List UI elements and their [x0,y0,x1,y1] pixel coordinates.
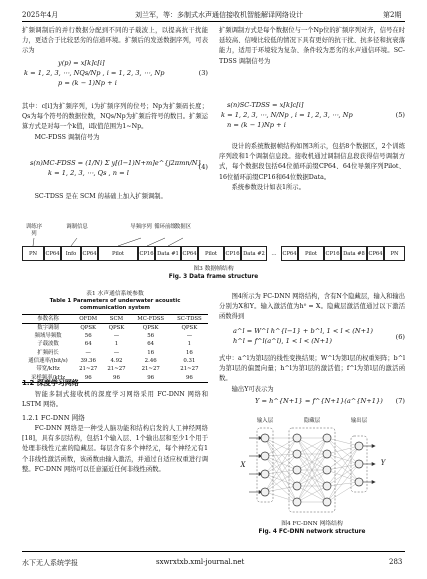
paragraph: 智能多制式接收机的深度学习网络采用 FC-DNN 网络和 LSTM 网络。 [22,391,208,409]
table-cell: QPSK [108,324,125,331]
frame-block: Data #2 [241,246,267,261]
neuron [293,450,301,458]
subsection-heading: 1.2.1 FC-DNN 网络 [22,414,85,422]
neuron [323,482,331,490]
output-layer-neurons [355,442,363,486]
neuron [261,452,269,460]
equation-line: k = 1, 2, 3, ⋯, Qs , n = l [48,169,129,177]
table-header-cell: 参数名称 [22,315,74,324]
equation-5 [219,100,405,140]
frame-block: CP64 [81,246,98,261]
table-cell: QPSK [181,324,198,331]
label-leader-lines [22,224,405,246]
label-pilot-sequence: 导频序列 [130,224,152,230]
footer-journal-name: 水下无人系统学报 [22,559,78,567]
right-column-fcdnn-text [219,292,405,323]
section-1-2-text [22,390,208,410]
paragraph: 其中：c[i]为扩频序列，i为扩频序列的位号；Np为扩频码长度；Qs为每个符号的数据位数，NQs/Np为扩频后符号的数目。扩频运算方式是对每一个k值，i取值范围为1~Np。 [22,103,208,131]
frame-block: CP16 [224,246,241,261]
running-header-left: 2025年4月 [22,11,59,19]
left-column-top [22,26,208,57]
equation-number: (5) [395,111,405,119]
paragraph: 系统参数设计如表1所示。 [231,183,305,191]
section-heading: 1.2 深度学习网络 [22,379,79,387]
paragraph: 输出Y可表示为 [231,385,274,393]
input-layer-label: 输入层 [256,418,274,424]
frame-block: PN [22,246,44,261]
table-row [22,333,208,341]
table-cell: 子载波数 [37,341,59,348]
page-number: 283 [389,558,403,566]
right-column-symbols-text [219,354,405,395]
table-cell: 39.36 [80,358,96,364]
paragraph: 图4所示为 FC-DNN 网络结构，含有N个隐藏层，输入和输出分别为X和Y。输入激活值为h⁰ = X。隐藏层激活值通过以下激活函数得到 [219,293,405,321]
table-row [22,366,208,374]
hidden-layer-label: 隐藏层 [303,418,321,424]
input-arrows [249,437,262,494]
neuron [293,498,301,506]
paragraph: 扩频调制后的并行数据分配到不同的子载波上，以提高抗干扰能力，更适合于比较恶劣的信道环境。扩频后的发送数据序列，可表示为 [22,27,208,55]
equation-line: h^l = f^l(a^l), 1 < l < (N+1) [233,337,332,345]
paragraph: SC-TDSS 是在 SCM 的基础上加入扩频调制。 [34,193,167,200]
table-cell: — [85,349,91,356]
paragraph: 式中：a^l为第l层的线性变换结果；W^l为第l层的权重矩阵；b^l为第l层的偏置向量；h^l为第l层的激活值；f^l为第l层的激活函数。 [219,355,405,383]
neuron [261,434,269,442]
equation-number: (6) [395,333,405,341]
footer-rule [22,551,405,552]
table-cell: 96 [131,374,171,383]
table-header-cell: MC-FDSS [131,315,171,324]
frame-block: PN [384,246,405,261]
neuron [323,450,331,458]
table-cell: 96 [74,374,102,383]
table-cell: — [113,349,120,356]
equation-line: p = (k − 1)Np + i [58,79,117,87]
figure-4-caption-en: Fig. 4 FC-DNN network structure [258,529,366,535]
table-row [22,324,208,333]
frame-block-ellipsis: … [267,246,281,261]
paragraph: FC-DNN 网络是一种受人脑功能和结构启发的人工神经网络[18]，具有多层结构，包括1个输入层、1个输出层和至少1个用于处理非线性元素的隐藏层。每层含有多个神经元，每个神经元有1个非线性激活函数，该函数由输入激活，并通过自适应权重进行调整。FC-DNN 网络可以任意逼近任何非线性函数。 [22,425,208,473]
equation-number: (4) [198,163,208,171]
paragraph: 设计的系统数据帧结构如图3所示，包括8个数据区，2个训练序列段和1个调制信息段。接收机通过调制信息段获得信号调制方式，每个数据段包括64位循环前缀CP64、64位导频序列Pilot、16位循环前缀CP16和64位数据Data。 [219,143,405,181]
figure-4-caption-cn: 图4 FC-DNN 网络结构 [281,521,343,527]
running-header-right: 第2期 [383,11,402,19]
left-column-mid [22,102,208,143]
label-cyclic-prefix: 循环前缀 [154,224,176,230]
paragraph: 扩频调制方式是每个数据位与一个Np位的扩频序列对齐，信号在时延较高、信噪比较低的情况下具有更好的抗干扰、抗多径和抗衰落能力，适用于环境较为复杂、条件较为恶劣的水声通信环境。SC-TDSS 调制信号为 [219,27,405,65]
table-cell: 56 [147,333,155,340]
frame-block: Pilot [98,246,138,261]
equation-6 [219,326,405,352]
table-header-cell: OFDM [74,315,102,324]
neuron [355,460,363,468]
table-header-row [22,315,208,324]
equation-line: Y = h^{N+1} = f^{N+1}(a^{N+1}) [255,397,383,405]
frame-block: CP64 [281,246,298,261]
table-cell: QPSK [142,324,159,331]
frame-block: CP64 [44,246,61,261]
equation-line: a^l = W^l h^{l−1} + b^l, 1 < l < (N+1) [233,327,373,335]
equation-line: s(n)SC-TDSS = x[k]c[i] [227,101,304,109]
neuron [323,466,331,474]
figure-3-frame-structure [22,224,405,280]
table-row [22,349,208,357]
equation-number: (3) [198,69,208,77]
table-cell: 扩频码长 [37,349,59,356]
table-cell: 1 [187,341,192,348]
table-cell: — [113,333,120,340]
footer-website: sxwrxtxb.xml-journal.net [156,558,245,566]
table-cell: QPSK [80,324,97,331]
table-cell: 21~27 [180,366,199,373]
table-row [22,341,208,349]
table-1-block [22,290,208,383]
table-cell: 16 [185,349,193,356]
label-data-area: 数据区 [174,224,192,230]
table-cell: 带宽/kHz [36,366,60,373]
label-training-sequence: 训练序列 [25,224,43,237]
neuron [261,488,269,496]
label-modulation-info: 调制信息 [66,224,88,230]
table-header-cell: SCM [102,315,130,324]
frame-block: CP64 [367,246,384,261]
table-cell: 56 [84,333,92,340]
equation-line: s(n)MC-FDSS = (1/N) Σ y[(l−1)N+m]e^{j2πmn/N} [30,159,202,167]
header-rule [22,21,405,22]
frame-block: Pilot [298,246,324,261]
output-layer-label: 输出层 [350,418,368,424]
table-cell: 4.92 [110,358,123,364]
left-column-sctdss [22,192,208,202]
neuron [261,470,269,478]
neuron [293,434,301,442]
neuron [293,466,301,474]
parameter-table [22,314,208,383]
table-1-caption-en: Table 1 Parameters of underwater acoustic communication system [49,298,181,311]
table-cell: 64 [147,341,155,348]
neuron [355,442,363,450]
figure-3-caption-cn: 图3 数据帧结构 [193,266,234,272]
table-cell: 96 [102,374,130,383]
equation-4 [22,152,208,190]
table-cell: 采样频率/kHz [22,374,74,383]
table-cell: 96 [171,374,208,383]
table-cell: 通信速率/(bit/s) [28,358,68,364]
table-cell: 频域导频数 [34,333,62,340]
equation-3 [22,58,208,100]
paragraph: MC-FDSS 调制信号为 [34,133,100,141]
neuron [293,482,301,490]
output-arrows [363,445,375,484]
equation-line: y(p) = x[k]c[i] [58,59,105,67]
frame-block: CP16 [138,246,155,261]
table-cell: 21~27 [107,366,126,373]
equation-line: k = 1, 2, 3, ⋯, N/Np , i = 1, 2, 3, ⋯, Np [221,111,353,119]
right-column-top [219,26,405,67]
table-cell: 21~27 [141,366,160,373]
equation-line: n = (k − 1)Np + i [227,121,286,129]
table-cell: 64 [84,341,92,348]
input-x-label: X [240,461,246,469]
equation-number: (7) [395,397,405,405]
frame-block: Info [61,246,81,261]
figure-3-caption-en: Fig. 3 Data frame structure [168,274,259,280]
neuron [323,498,331,506]
frame-block: Data #8 [341,246,367,261]
table-cell: — [186,333,193,340]
figure-4-fcdnn [219,410,405,540]
table-cell: 1 [114,341,119,348]
frame-block: CP64 [181,246,198,261]
frame-block: CP16 [324,246,341,261]
equation-7 [219,396,405,408]
table-cell: 21~27 [79,366,98,373]
table-cell: 16 [147,349,155,356]
frame-block-row [22,246,405,261]
table-cell: 2.46 [144,358,157,364]
layer-connections [265,438,359,502]
equation-line: k = 1, 2, 3, ⋯, NQs/Np , i = 1, 2, 3, ⋯, Np [24,69,165,77]
frame-block: Data #1 [155,246,181,261]
output-y-label: Y [380,459,386,467]
table-header-cell: SC-TDSS [171,315,208,324]
neuron [323,434,331,442]
table-1-caption-cn: 表1 水声通信系统参数 [86,291,144,297]
neuron [355,478,363,486]
running-header-title: 刘兰军，等：多制式水声通信接收机智能解译网络设计 [135,11,303,19]
table-cell: 数字调制 [37,324,59,331]
table-cell: 0.31 [183,358,196,364]
fcdnn-intro-text [22,424,208,475]
right-column-frame-text [219,142,405,193]
table-row [22,357,208,365]
frame-block: Pilot [198,246,224,261]
